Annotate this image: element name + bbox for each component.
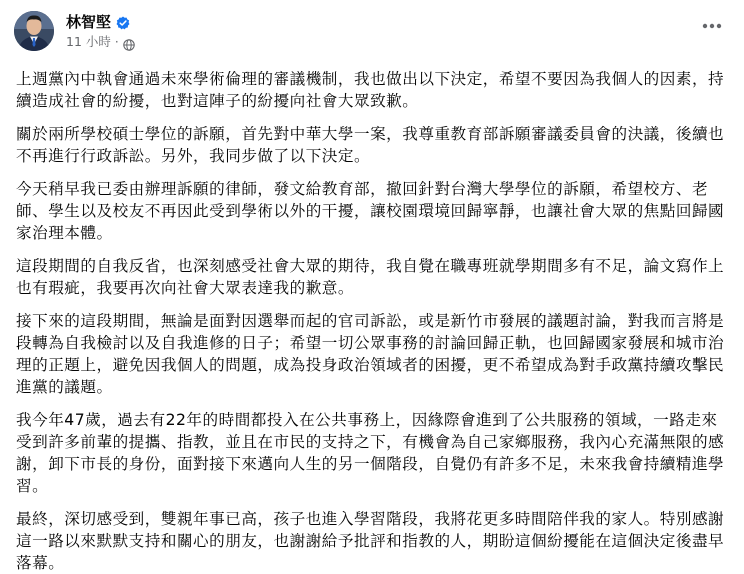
post-meta [66, 33, 135, 51]
post-content [14, 68, 730, 574]
post-paragraph: 最終，深切感受到，雙親年事已高，孩子也進入學習階段，我將花更多時間陪伴我的家人。特別感謝這一路以來默默支持和關心的朋友，也謝謝給予批評和指教的人，期盼這個紛擾能在這個決定後盡早落幕。 [16, 510, 725, 572]
verified-badge-icon [116, 15, 130, 29]
author-name[interactable]: 林智堅 [66, 12, 112, 31]
avatar-image [14, 11, 54, 51]
post-paragraph: 接下來的這段期間，無論是面對因選舉而起的官司訴訟，或是新竹市發展的議題討論，對我而言將是段轉為自我檢討以及自我進修的日子；希望一切公眾事務的討論回歸正軌，也回歸國家發展和城市治理的正題上，避免因我個人的問題，成為投身政治領域者的困擾，更不希望成為對手政黨持續攻擊民進黨的議題。 [16, 312, 725, 396]
post-paragraph: 上週黨內中執會通過未來學術倫理的審議機制，我也做出以下決定，希望不要因為我個人的因素，持續造成社會的紛擾，也對這陣子的紛擾向社會大眾致歉。 [16, 70, 725, 110]
post-timestamp[interactable]: 11 小時 [66, 33, 111, 49]
avatar[interactable] [14, 11, 54, 51]
more-horizontal-icon [702, 23, 722, 29]
globe-icon [123, 36, 135, 48]
post-paragraph: 我今年47歲，過去有22年的時間都投入在公共事務上，因緣際會進到了公共服務的領域，一路走來受到許多前輩的提攜、指教，並且在市民的支持之下，有機會為自己家鄉服務，我內心充滿無限的感謝，卸下市長的身份，面對接下來邁向人生的另一個階段，自覺仍有許多不足，未來我會持續精進學習。 [16, 411, 725, 495]
author-name-row [66, 12, 135, 32]
meta-separator: · [114, 34, 119, 49]
post-paragraph: 今天稍早我已委由辦理訴願的律師，發文給教育部，撤回針對台灣大學學位的訴願，希望校方、老師、學生以及校友不再因此受到學術以外的干擾，讓校園環境回歸寧靜，也讓社會大眾的焦點回歸國家治理本體。 [16, 180, 725, 242]
post-paragraph: 這段期間的自我反省，也深刻感受社會大眾的期待，我自覺在職專班就學期間多有不足，論文寫作上也有瑕疵，我要再次向社會大眾表達我的歉意。 [16, 257, 725, 297]
post-paragraph: 關於兩所學校碩士學位的訴願，首先對中華大學一案，我尊重教育部訴願審議委員會的決議，後續也不再進行行政訴訟。另外，我同步做了以下決定。 [16, 125, 725, 165]
more-options-button[interactable] [694, 8, 730, 44]
post-header [14, 8, 730, 54]
author-block [66, 12, 135, 51]
